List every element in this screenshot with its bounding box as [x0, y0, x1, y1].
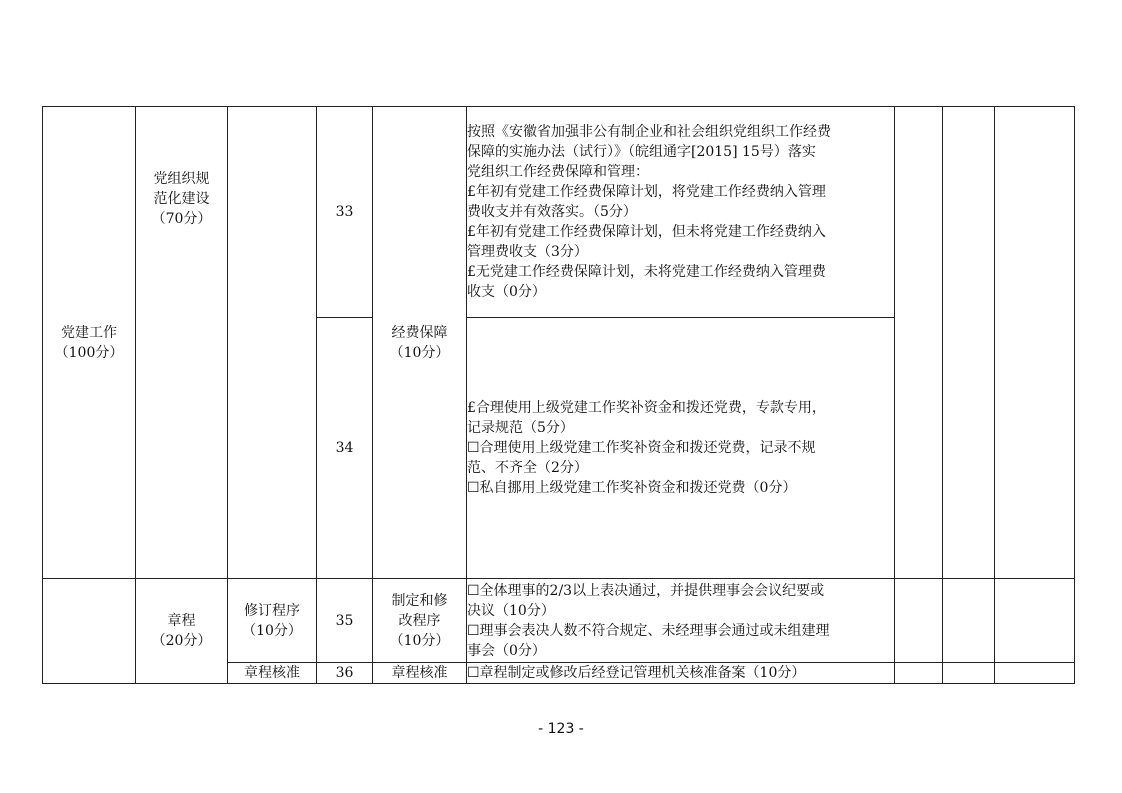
item-name-cell	[373, 579, 467, 663]
page-number: - 123 -	[538, 721, 584, 737]
item-name-line-2: （10分）	[389, 344, 450, 361]
item-number-cell: 35	[317, 579, 373, 663]
indicator-cell	[228, 579, 317, 663]
item-name-line-2: 改程序	[398, 612, 441, 629]
criteria-line: 范、不齐全（2分）	[467, 460, 588, 476]
criteria-line: 按照《安徽省加强非公有制企业和社会组织党组织工作经费	[467, 124, 831, 140]
self-score-cell-empty	[943, 579, 995, 663]
item-name-cell	[373, 107, 467, 579]
remarks-cell-empty	[995, 663, 1075, 684]
criteria-cell	[467, 579, 895, 663]
criteria-line: 事会（0分）	[467, 642, 546, 659]
category-score-line: （100分）	[54, 344, 124, 361]
subcategory-cell	[136, 107, 228, 579]
subcategory-line-1: 党组织规	[153, 171, 210, 187]
item-number-cell: 33	[317, 107, 373, 318]
category-cell-empty	[43, 579, 136, 684]
criteria-line: 收支（0分）	[467, 284, 546, 300]
criteria-line: 记录规范（5分）	[467, 420, 574, 436]
criteria-line: ☐理事会表决人数不符合规定、未经理事会通过或未组建理	[467, 622, 830, 639]
criteria-line: £无党建工作经费保障计划，未将党建工作经费纳入管理费	[467, 264, 826, 280]
criteria-cell	[467, 663, 895, 684]
subcategory-line-1: 章程	[167, 613, 196, 629]
criteria-cell	[467, 318, 895, 579]
self-score-cell-empty	[943, 663, 995, 684]
category-cell	[43, 107, 136, 579]
remarks-cell-empty	[995, 579, 1075, 663]
score-cell-empty	[895, 579, 943, 663]
criteria-line: £年初有党建工作经费保障计划，但未将党建工作经费纳入	[467, 224, 826, 240]
item-name-line-3: （10分）	[389, 632, 450, 649]
item-number-cell: 34	[317, 318, 373, 579]
item-name-line-1: 经费保障	[391, 324, 448, 341]
criteria-line: £合理使用上级党建工作奖补资金和拨还党费，专款专用，	[467, 400, 826, 416]
indicator-cell-empty	[228, 107, 317, 579]
criteria-line: 管理费收支（3分）	[467, 244, 588, 260]
criteria-line: £年初有党建工作经费保障计划，将党建工作经费纳入管理	[467, 184, 826, 200]
score-cell-empty	[895, 107, 943, 579]
criteria-line: ☐私自挪用上级党建工作奖补资金和拨还党费（0分）	[467, 480, 797, 496]
criteria-line: ☐章程制定或修改后经登记管理机关核准备案（10分）	[467, 665, 806, 681]
indicator-line-1: 修订程序	[244, 602, 300, 619]
category-label-line: 党建工作	[61, 324, 117, 341]
criteria-line: 党组织工作经费保障和管理：	[467, 164, 649, 180]
subcategory-line-2: （20分）	[151, 633, 212, 649]
item-name-line-1: 制定和修	[391, 592, 448, 609]
item-number-cell: 36	[317, 663, 373, 684]
score-cell-empty	[895, 663, 943, 684]
self-score-cell-empty	[943, 107, 995, 579]
subcategory-line-2: 范化建设	[153, 191, 210, 207]
evaluation-table	[42, 106, 1075, 684]
criteria-line: 保障的实施办法（试行）》（皖组通字[2015] 15号）落实	[467, 144, 816, 160]
remarks-cell-empty	[995, 107, 1075, 579]
indicator-cell: 章程核准	[228, 663, 317, 684]
subcategory-line-3: （70分）	[151, 211, 212, 227]
criteria-line: 决议（10分）	[467, 602, 555, 619]
criteria-cell	[467, 107, 895, 318]
item-name-cell: 章程核准	[373, 663, 467, 684]
table-row-33	[43, 107, 1075, 318]
criteria-line: ☐合理使用上级党建工作奖补资金和拨还党费，记录不规	[467, 440, 816, 456]
criteria-line: 费收支并有效落实。（5分）	[467, 204, 637, 220]
table-row-35	[43, 579, 1075, 663]
criteria-line: ☐全体理事的2/3以上表决通过，并提供理事会会议纪要或	[467, 582, 825, 599]
indicator-line-2: （10分）	[242, 622, 302, 639]
subcategory-cell	[136, 579, 228, 684]
